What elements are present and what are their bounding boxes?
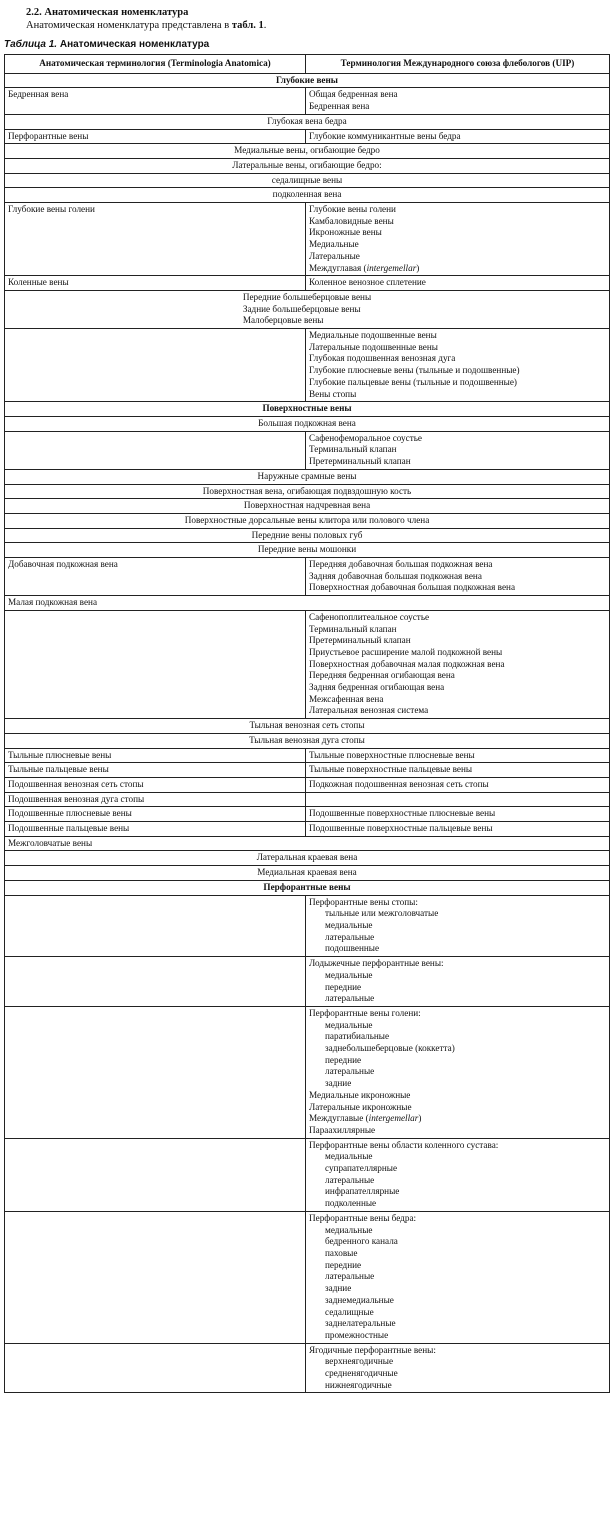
cell-line: Глубокие коммуникантные вены бедра <box>309 130 461 141</box>
uip-cell <box>306 1138 610 1211</box>
cell-line: Глубокие вены голени <box>8 204 95 215</box>
shared-term-cell <box>5 851 610 866</box>
table-row <box>5 144 610 159</box>
table-row <box>5 290 610 328</box>
intro-paragraph <box>26 19 609 32</box>
uip-cell <box>306 558 610 596</box>
cell-line: Общая бедренная вена <box>309 89 398 100</box>
italic-term: intergemellar <box>368 1113 419 1124</box>
table-row <box>5 484 610 499</box>
cell-line: Икроножные вены <box>309 227 382 238</box>
anatomica-cell <box>5 822 306 837</box>
cell-line: Перфорантные вены голени: <box>309 1007 421 1018</box>
table-row <box>5 558 610 596</box>
cell-subline: латеральные <box>325 931 375 942</box>
shared-term-cell <box>5 484 610 499</box>
table-row <box>5 596 610 611</box>
table-row <box>5 329 610 402</box>
uip-cell <box>306 610 610 718</box>
cell-line: Глубокая подошвенная венозная дуга <box>309 353 456 364</box>
uip-cell <box>306 777 610 792</box>
cell-subline: латеральные <box>325 1271 375 1282</box>
anatomica-cell <box>5 88 306 114</box>
table-row <box>5 719 610 734</box>
uip-cell <box>306 203 610 276</box>
group-header-cell: Перфорантные вены <box>5 880 610 895</box>
anatomica-cell <box>5 763 306 778</box>
table-row <box>5 792 610 807</box>
cell-subline: заднемедиальные <box>325 1294 394 1305</box>
shared-term-cell <box>5 469 610 484</box>
section-title: 2.2. Анатомическая номенклатура <box>26 7 189 18</box>
cell-line: Латеральная краевая вена <box>256 852 358 863</box>
cell-line: Добавочная подкожная вена <box>8 559 118 570</box>
cell-line: седалищные вены <box>271 174 343 185</box>
cell-line: Передние большеберцовые вены <box>242 291 372 302</box>
anatomica-cell <box>5 777 306 792</box>
nomenclature-table <box>4 54 610 1393</box>
shared-term-cell <box>5 188 610 203</box>
cell-line: Сафенопоплитеальное соустье <box>309 611 430 622</box>
shared-term-cell <box>5 416 610 431</box>
anatomica-cell <box>5 1138 306 1211</box>
cell-line: Поверхностные дорсальные вены клитора или полового члена <box>184 514 430 525</box>
uip-cell <box>306 329 610 402</box>
cell-line: Поверхностная вена, огибающая подвздошную кость <box>202 485 412 496</box>
uip-cell <box>306 88 610 114</box>
anatomica-cell <box>5 1006 306 1138</box>
cell-line: Межсафенная вена <box>309 693 384 704</box>
uip-cell <box>306 807 610 822</box>
cell-line: Глубокие пальцевые вены (тыльные и подошвенные) <box>309 376 517 387</box>
column-header-anatomica: Анатомическая терминология (Terminologia Anatomica) <box>5 55 306 74</box>
table-row <box>5 469 610 484</box>
table-row <box>5 866 610 881</box>
cell-line: Латеральные вены, огибающие бедро: <box>232 159 382 170</box>
uip-cell <box>306 763 610 778</box>
anatomica-cell <box>5 895 306 957</box>
table-row <box>5 73 610 88</box>
shared-term-cell <box>5 733 610 748</box>
cell-line: Терминальный клапан <box>309 623 397 634</box>
table-row <box>5 543 610 558</box>
cell-line: Медиальные икроножные <box>309 1089 411 1100</box>
cell-line: Малоберцовые вены <box>242 315 324 326</box>
anatomica-cell <box>5 807 306 822</box>
cell-subline: латеральные <box>325 1066 375 1077</box>
shared-term-cell <box>5 866 610 881</box>
table-row <box>5 733 610 748</box>
uip-cell <box>306 431 610 469</box>
cell-subline: задние <box>325 1078 352 1089</box>
cell-line: Подошвенная венозная дуга стопы <box>8 793 145 804</box>
shared-term-cell <box>5 173 610 188</box>
cell-line: Передняя добавочная большая подкожная вена <box>309 559 493 570</box>
cell-subline: промежностные <box>325 1329 389 1340</box>
intro-text: Анатомическая номенклатура представлена в <box>26 20 232 31</box>
table-row <box>5 1138 610 1211</box>
cell-subline: паратибиальные <box>325 1031 390 1042</box>
cell-line: Сафенофеморальное соустье <box>309 432 422 443</box>
cell-line: Глубокая вена бедра <box>267 115 347 126</box>
table-row <box>5 880 610 895</box>
cell-subline: латеральные <box>325 993 375 1004</box>
cell-line: Задние большеберцовые вены <box>242 303 361 314</box>
table-row <box>5 748 610 763</box>
cell-line: Подошвенные плюсневые вены <box>8 808 132 819</box>
cell-line: Поверхностная надчревная вена <box>243 500 371 511</box>
cell-line: Передние вены половых губ <box>251 529 363 540</box>
group-header-cell: Глубокие вены <box>5 73 610 88</box>
cell-line: подколенная вена <box>272 189 342 200</box>
cell-line: Наружные срамные вены <box>257 470 357 481</box>
cell-line: Тыльная венозная сеть стопы <box>249 720 365 731</box>
uip-cell <box>306 748 610 763</box>
uip-cell <box>306 957 610 1007</box>
cell-line: Подошвенные поверхностные пальцевые вены <box>309 823 493 834</box>
cell-line: Междуглавая (intergemellar) <box>309 262 420 273</box>
cell-line: Передние вены мошонки <box>257 544 357 555</box>
table-row <box>5 836 610 851</box>
cell-subline: тыльные или межголовчатые <box>325 908 439 919</box>
cell-line: Перфорантные вены стопы: <box>309 896 418 907</box>
group-header-cell: Поверхностные вены <box>5 402 610 417</box>
anatomica-cell <box>5 1211 306 1343</box>
shared-term-cell <box>5 513 610 528</box>
cell-line: Тыльные пальцевые вены <box>8 764 109 775</box>
table-row <box>5 158 610 173</box>
cell-line: Задняя бедренная огибающая вена <box>309 682 445 693</box>
table-row <box>5 957 610 1007</box>
table-row <box>5 129 610 144</box>
cell-subline: супрапателлярные <box>325 1163 398 1174</box>
cell-line: Медиальная краевая вена <box>257 867 357 878</box>
cell-line: Перфорантные вены области коленного сустава: <box>309 1139 499 1150</box>
table-row <box>5 173 610 188</box>
cell-subline: медиальные <box>325 969 373 980</box>
cell-subline: подошвенные <box>325 943 380 954</box>
shared-term-cell <box>5 144 610 159</box>
cell-line: Глубокие плюсневые вены (тыльные и подошвенные) <box>309 365 520 376</box>
caption-label: Таблица 1. <box>4 39 58 50</box>
shared-term-cell <box>5 114 610 129</box>
uip-cell <box>306 1211 610 1343</box>
uip-cell <box>306 792 610 807</box>
cell-line: Малая подкожная вена <box>8 597 98 608</box>
cell-subline: медиальные <box>325 1224 373 1235</box>
cell-line: Перфорантные вены бедра: <box>309 1212 417 1223</box>
cell-subline: латеральные <box>325 1174 375 1185</box>
cell-line: Бедренная вена <box>8 89 69 100</box>
table-row <box>5 851 610 866</box>
cell-line: Вены стопы <box>309 388 357 399</box>
table-row <box>5 777 610 792</box>
cell-line: Терминальный клапан <box>309 444 397 455</box>
cell-subline: заднебольшеберцовые (коккетта) <box>325 1043 455 1054</box>
shared-term-cell <box>5 528 610 543</box>
cell-subline: нижнеягодичные <box>325 1379 392 1390</box>
cell-line: Латеральная венозная система <box>309 705 429 716</box>
cell-line: Глубокие вены голени <box>309 204 396 215</box>
cell-line: Претерминальный клапан <box>309 456 411 467</box>
anatomica-cell <box>5 129 306 144</box>
cell-subline: заднелатеральные <box>325 1318 396 1329</box>
cell-line: Поверхностная добавочная малая подкожная вена <box>309 658 505 669</box>
cell-line: Коленное венозное сплетение <box>309 277 426 288</box>
cell-subline: седалищные <box>325 1306 374 1317</box>
cell-line: Тыльные плюсневые вены <box>8 749 112 760</box>
anatomica-cell <box>5 558 306 596</box>
table-row <box>5 499 610 514</box>
uip-cell <box>306 129 610 144</box>
anatomica-cell <box>5 203 306 276</box>
table-row <box>5 763 610 778</box>
shared-term-cell <box>5 290 610 328</box>
cell-subline: инфрапателлярные <box>325 1186 400 1197</box>
cell-line: Камбаловидные вены <box>309 215 394 226</box>
cell-line: Претерминальный клапан <box>309 635 411 646</box>
anatomica-cell <box>5 431 306 469</box>
uip-cell <box>306 822 610 837</box>
column-header-uip: Терминология Международного союза флебологов (UIP) <box>306 55 610 74</box>
table-row <box>5 188 610 203</box>
anatomica-cell <box>5 329 306 402</box>
cell-subline: подколенные <box>325 1198 377 1209</box>
table-row <box>5 895 610 957</box>
table-header-row <box>5 55 610 74</box>
shared-term-cell <box>5 719 610 734</box>
table-row <box>5 1343 610 1393</box>
anatomica-cell <box>5 1343 306 1393</box>
table-row <box>5 610 610 718</box>
cell-subline: медиальные <box>325 920 373 930</box>
table-caption <box>4 38 609 51</box>
cell-subline: медиальные <box>325 1019 373 1030</box>
table-reference: табл. 1 <box>231 20 264 31</box>
shared-term-cell <box>5 543 610 558</box>
cell-subline: средненягодичные <box>325 1368 398 1379</box>
table-body <box>5 73 610 1393</box>
cell-line: Параахиллярные <box>309 1124 376 1135</box>
cell-line: Тыльные поверхностные пальцевые вены <box>309 764 473 775</box>
anatomica-cell <box>5 957 306 1007</box>
uip-cell <box>306 276 610 291</box>
cell-line: Приустьевое расширение малой подкожной вены <box>309 646 503 657</box>
table-row <box>5 416 610 431</box>
cell-line: Большая подкожная вена <box>258 417 356 428</box>
cell-line: Междуглавые (intergemellar) <box>309 1113 422 1124</box>
cell-line: Задняя добавочная большая подкожная вена <box>309 570 482 581</box>
cell-line: Тыльная венозная дуга стопы <box>249 734 365 745</box>
anatomica-cell <box>5 748 306 763</box>
cell-line: Медиальные вены, огибающие бедро <box>234 145 380 156</box>
cell-line: Коленные вены <box>8 277 69 288</box>
table-row <box>5 513 610 528</box>
cell-subline: бедренного канала <box>325 1236 398 1247</box>
cell-subline: передние <box>325 981 362 992</box>
left-term-cell <box>5 836 610 851</box>
cell-line: Тыльные поверхностные плюсневые вены <box>309 749 475 760</box>
table-row <box>5 1006 610 1138</box>
anatomica-cell <box>5 276 306 291</box>
italic-term: intergemellar <box>366 262 417 273</box>
cell-line: Латеральные икроножные <box>309 1101 412 1112</box>
table-row <box>5 402 610 417</box>
cell-line: Подкожная подошвенная венозная сеть стопы <box>309 778 489 789</box>
table-row <box>5 88 610 114</box>
cell-line: Лодыжечные перфорантные вены: <box>309 958 444 969</box>
cell-line: Бедренная вена <box>309 101 370 112</box>
cell-subline: паховые <box>325 1247 358 1258</box>
table-row <box>5 203 610 276</box>
anatomica-cell <box>5 610 306 718</box>
cell-subline: верхнеягодичные <box>325 1356 394 1367</box>
table-row <box>5 276 610 291</box>
shared-term-block <box>243 292 371 327</box>
cell-line: Подошвенные поверхностные плюсневые вены <box>309 808 496 819</box>
cell-line: Медиальные подошвенные вены <box>309 330 437 341</box>
table-row <box>5 822 610 837</box>
table-row <box>5 431 610 469</box>
table-row <box>5 114 610 129</box>
intro-end: . <box>263 20 267 31</box>
cell-subline: передние <box>325 1054 362 1065</box>
cell-line: Медиальные <box>309 239 359 250</box>
uip-cell <box>306 895 610 957</box>
cell-line: Латеральные подошвенные вены <box>309 341 438 352</box>
anatomica-cell <box>5 792 306 807</box>
cell-line: Перфорантные вены <box>8 130 89 141</box>
cell-line: Ягодичные перфорантные вены: <box>309 1344 436 1355</box>
cell-line: Передняя бедренная огибающая вена <box>309 670 455 681</box>
uip-cell <box>306 1343 610 1393</box>
left-term-cell <box>5 596 610 611</box>
cell-subline: задние <box>325 1283 352 1294</box>
cell-line: Поверхностная добавочная большая подкожная вена <box>309 582 516 593</box>
shared-term-cell <box>5 499 610 514</box>
cell-line: Межголовчатые вены <box>8 837 93 848</box>
cell-subline: передние <box>325 1259 362 1270</box>
table-row <box>5 1211 610 1343</box>
cell-line: Подошвенная венозная сеть стопы <box>8 778 144 789</box>
cell-line: Подошвенные пальцевые вены <box>8 823 130 834</box>
table-row <box>5 807 610 822</box>
cell-subline: медиальные <box>325 1151 373 1162</box>
cell-line: Латеральные <box>309 250 360 261</box>
caption-title: Анатомическая номенклатура <box>57 39 210 50</box>
shared-term-cell <box>5 158 610 173</box>
uip-cell <box>306 1006 610 1138</box>
table-row <box>5 528 610 543</box>
